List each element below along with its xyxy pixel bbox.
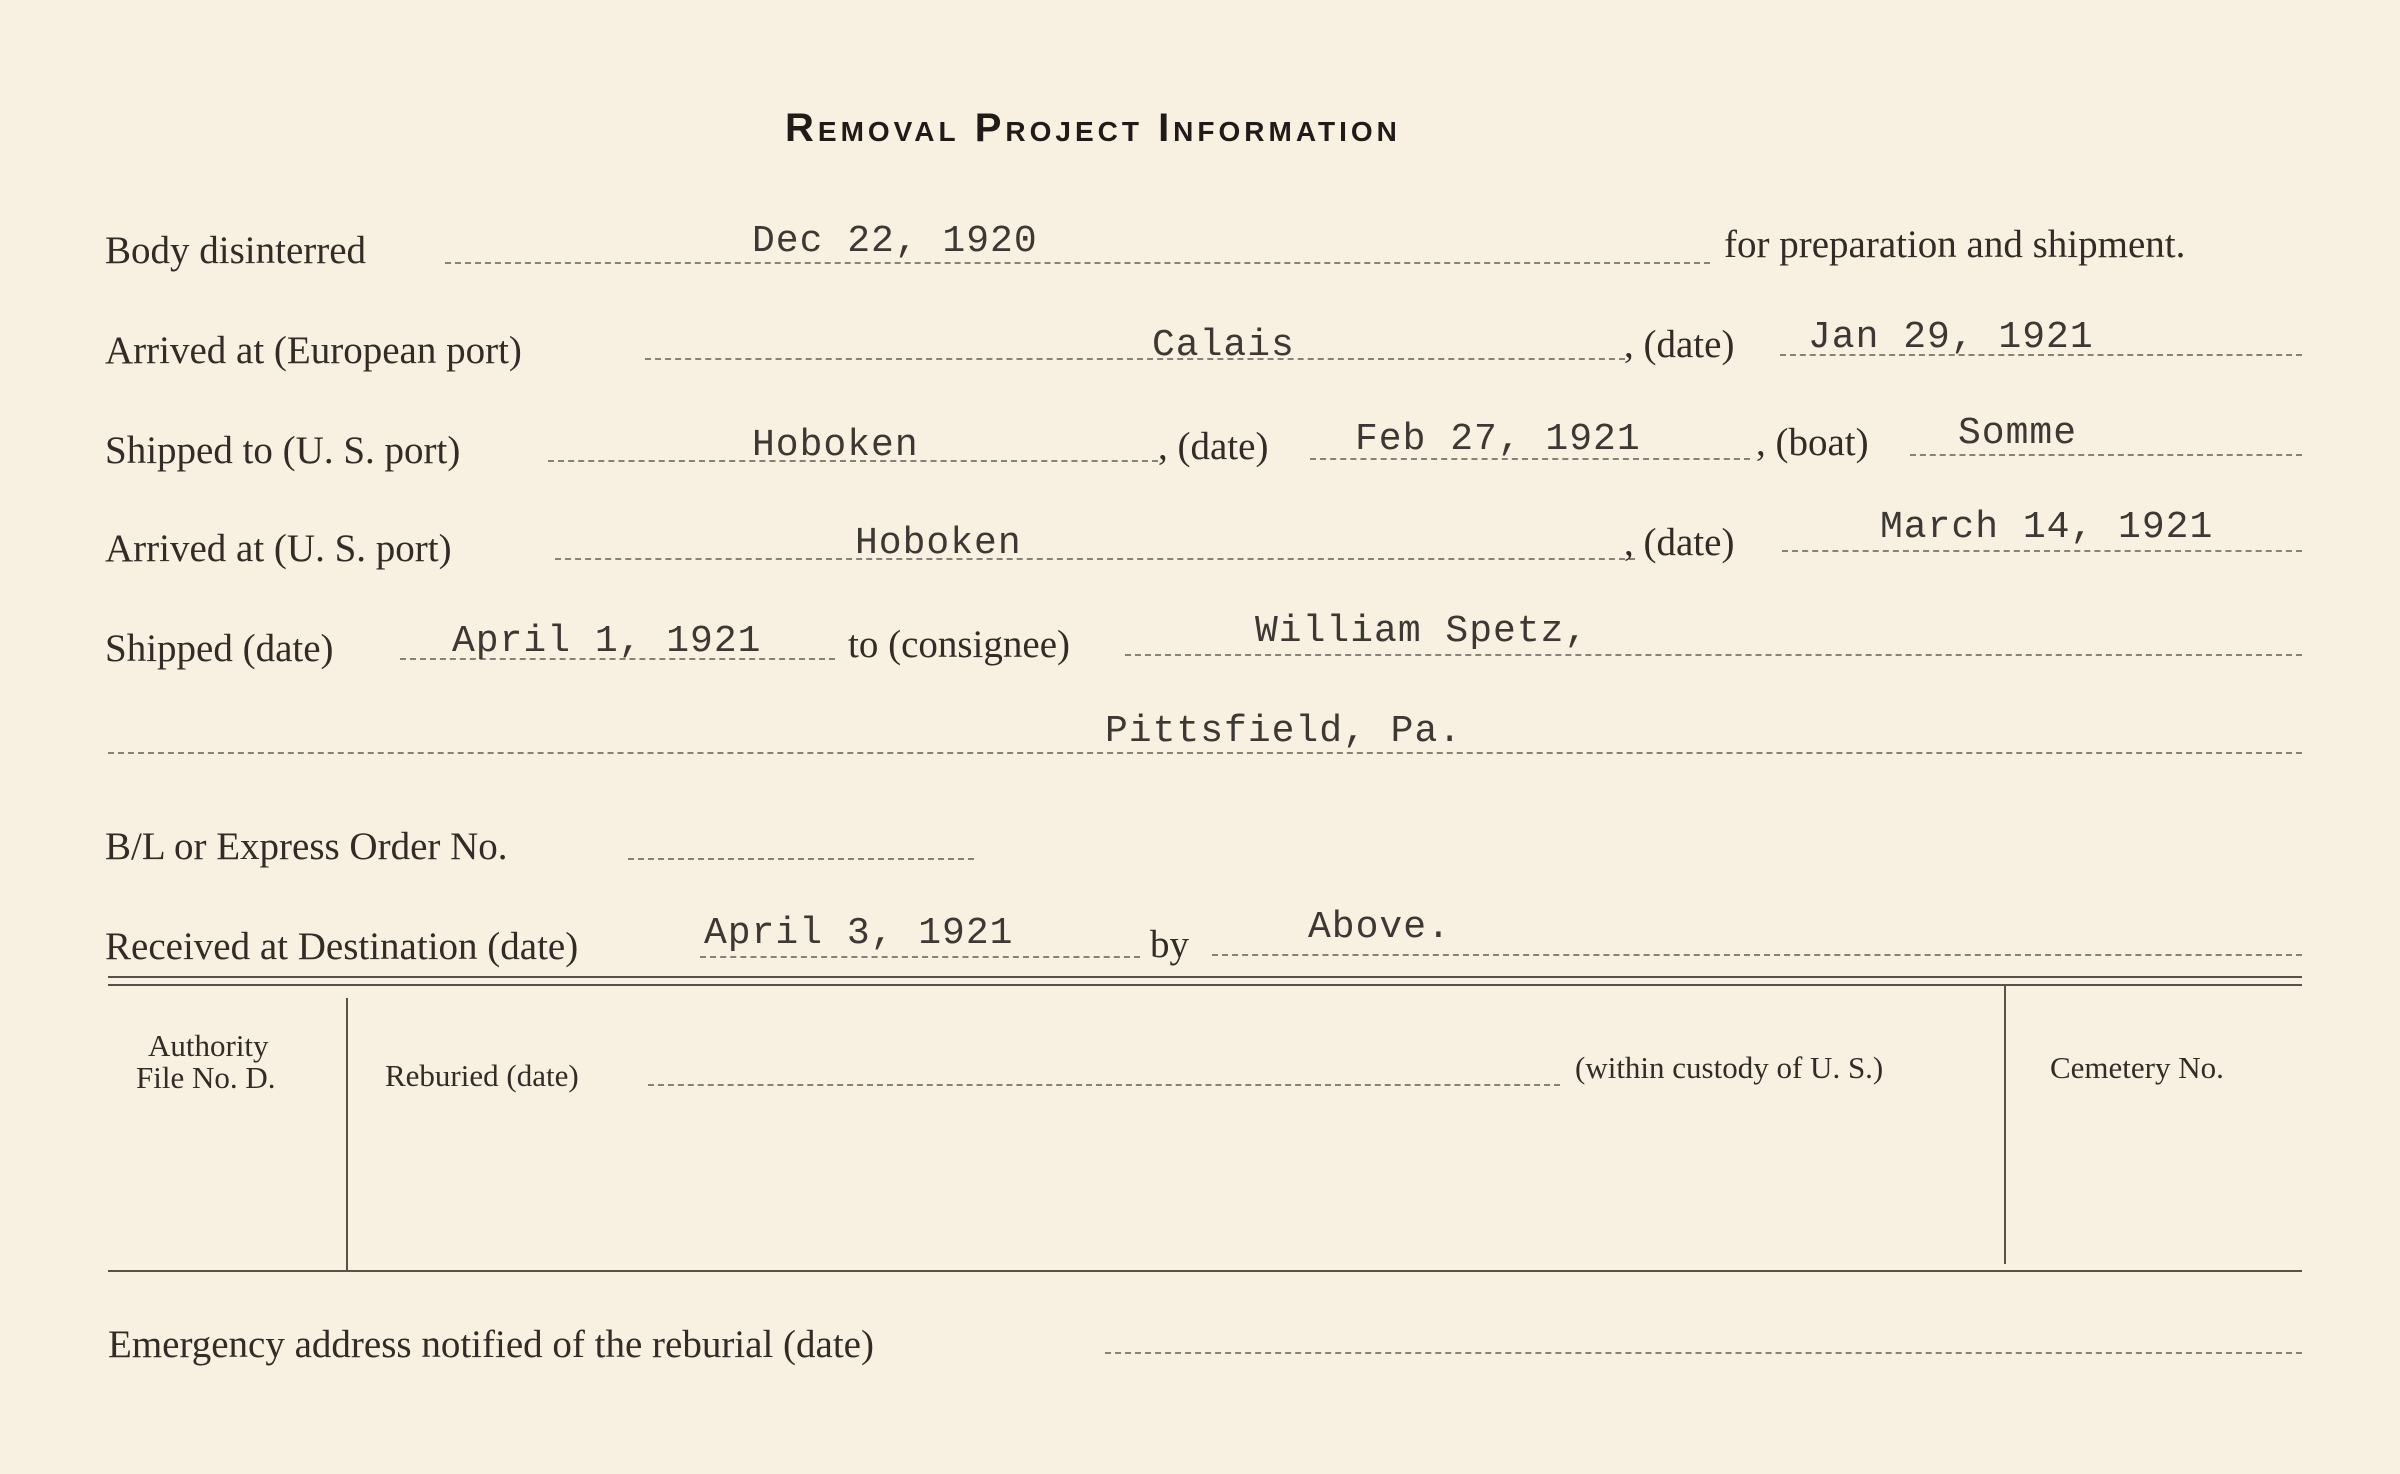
received-date-label: Received at Destination (date) xyxy=(105,925,579,968)
us-port-shipped-date-label: , (date) xyxy=(1158,425,1269,468)
shipped-date-value: April 1, 1921 xyxy=(452,620,762,663)
body-disinterred-line xyxy=(445,262,1710,264)
body-disinterred-label: Body disinterred xyxy=(105,229,367,272)
us-port-arrived-value: Hoboken xyxy=(855,522,1022,565)
consignee-line xyxy=(1125,654,2302,656)
european-port-date-value: Jan 29, 1921 xyxy=(1808,316,2094,359)
boat-value: Somme xyxy=(1958,412,2078,455)
us-port-shipped-value: Hoboken xyxy=(752,424,919,467)
table-bottom-rule xyxy=(108,1270,2302,1272)
custody-label: (within custody of U. S.) xyxy=(1575,1050,1884,1085)
european-port-date-label: , (date) xyxy=(1624,323,1735,366)
emergency-label: Emergency address notified of the reburial (date) xyxy=(108,1323,874,1366)
table-divider-left xyxy=(346,998,348,1270)
us-port-arrived-date-value: March 14, 1921 xyxy=(1880,506,2214,549)
us-port-arrived-date-line xyxy=(1782,550,2302,552)
cemetery-label: Cemetery No. xyxy=(2050,1050,2224,1085)
european-port-line xyxy=(645,358,1625,360)
bl-order-line xyxy=(628,858,974,860)
consignee-label: to (consignee) xyxy=(848,623,1071,666)
table-top-rule-inner xyxy=(108,984,2302,986)
received-date-line xyxy=(700,956,1140,958)
authority-label-line2: File No. D. xyxy=(136,1060,276,1095)
card-title: Removal Project Information xyxy=(785,106,1401,150)
us-port-arrived-date-label: , (date) xyxy=(1624,521,1735,564)
reburied-line xyxy=(648,1084,1560,1086)
received-by-value: Above. xyxy=(1308,906,1451,949)
us-port-shipped-date-value: Feb 27, 1921 xyxy=(1355,418,1641,461)
consignee-name-value: William Spetz, xyxy=(1255,610,1589,653)
european-port-label: Arrived at (European port) xyxy=(105,329,522,372)
table-divider-right xyxy=(2004,986,2006,1264)
received-date-value: April 3, 1921 xyxy=(704,912,1014,955)
consignee-address-value: Pittsfield, Pa. xyxy=(1105,710,1463,753)
emergency-line xyxy=(1105,1352,2302,1354)
us-port-shipped-label: Shipped to (U. S. port) xyxy=(105,429,461,472)
reburied-label: Reburied (date) xyxy=(385,1058,579,1093)
bl-order-label: B/L or Express Order No. xyxy=(105,825,508,868)
us-port-arrived-line xyxy=(555,558,1635,560)
european-port-value: Calais xyxy=(1152,324,1295,367)
authority-label-line1: Authority xyxy=(148,1028,269,1063)
us-port-arrived-label: Arrived at (U. S. port) xyxy=(105,527,452,570)
body-disinterred-value: Dec 22, 1920 xyxy=(752,220,1038,263)
table-top-rule xyxy=(108,976,2302,978)
boat-label: , (boat) xyxy=(1756,421,1869,464)
body-disinterred-suffix: for preparation and shipment. xyxy=(1724,223,2186,266)
received-by-line xyxy=(1212,954,2302,956)
shipped-date-label: Shipped (date) xyxy=(105,627,334,670)
received-by-label: by xyxy=(1150,923,1189,966)
